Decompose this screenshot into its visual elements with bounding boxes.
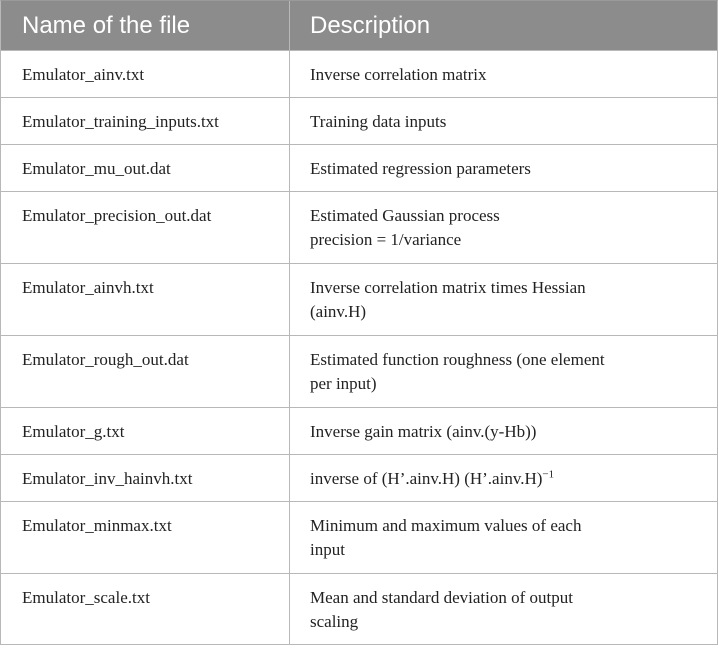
file-name-cell: Emulator_ainvh.txt xyxy=(1,264,290,335)
header-description: Description xyxy=(310,11,431,39)
exponent: −1 xyxy=(542,468,555,481)
description-line: Minimum and maximum values of each xyxy=(310,516,582,535)
file-name-cell: Emulator_precision_out.dat xyxy=(1,192,290,263)
table-row xyxy=(1,501,717,573)
file-name-cell: Emulator_scale.txt xyxy=(1,574,290,644)
description-cell xyxy=(290,455,717,501)
description-line: Estimated function roughness (one element xyxy=(310,350,605,369)
description-line: Inverse correlation matrix times Hessian xyxy=(310,278,586,297)
table-header xyxy=(1,1,717,50)
table-row xyxy=(1,191,717,263)
file-name-cell: Emulator_training_inputs.txt xyxy=(1,98,290,144)
description-line: Estimated Gaussian process xyxy=(310,206,500,225)
description-cell: Inverse correlation matrix xyxy=(310,65,487,84)
description-line: per input) xyxy=(310,374,377,393)
description-line: input xyxy=(310,540,345,559)
description-line: (ainv.H) xyxy=(310,302,367,321)
table-row xyxy=(1,454,717,501)
table-row xyxy=(1,263,717,335)
header-name-of-file: Name of the file xyxy=(1,1,290,50)
description-cell xyxy=(290,336,717,407)
file-name-cell: Emulator_ainv.txt xyxy=(1,51,290,97)
table-row xyxy=(1,144,717,191)
description-cell xyxy=(290,192,717,263)
table-row xyxy=(1,335,717,407)
table-row xyxy=(1,50,717,97)
file-name-cell: Emulator_minmax.txt xyxy=(1,502,290,573)
table-row xyxy=(1,407,717,454)
description-cell xyxy=(290,574,717,644)
file-name-cell: Emulator_mu_out.dat xyxy=(1,145,290,191)
table-row xyxy=(1,573,717,645)
description-cell: Estimated regression parameters xyxy=(310,159,531,178)
file-name-cell: Emulator_rough_out.dat xyxy=(1,336,290,407)
description-cell: Training data inputs xyxy=(310,112,447,131)
table-row xyxy=(1,97,717,144)
description-cell xyxy=(290,502,717,573)
description-cell xyxy=(290,264,717,335)
file-name-cell: Emulator_g.txt xyxy=(1,408,290,454)
description-line: scaling xyxy=(310,612,359,631)
description-cell: Inverse gain matrix (ainv.(y-Hb)) xyxy=(310,422,537,441)
description-line: Mean and standard deviation of output xyxy=(310,588,573,607)
file-name-cell: Emulator_inv_hainvh.txt xyxy=(1,455,290,501)
description-text: inverse of (H’.ainv.H) (H’.ainv.H) xyxy=(310,469,543,488)
description-line: precision = 1/variance xyxy=(310,230,462,249)
